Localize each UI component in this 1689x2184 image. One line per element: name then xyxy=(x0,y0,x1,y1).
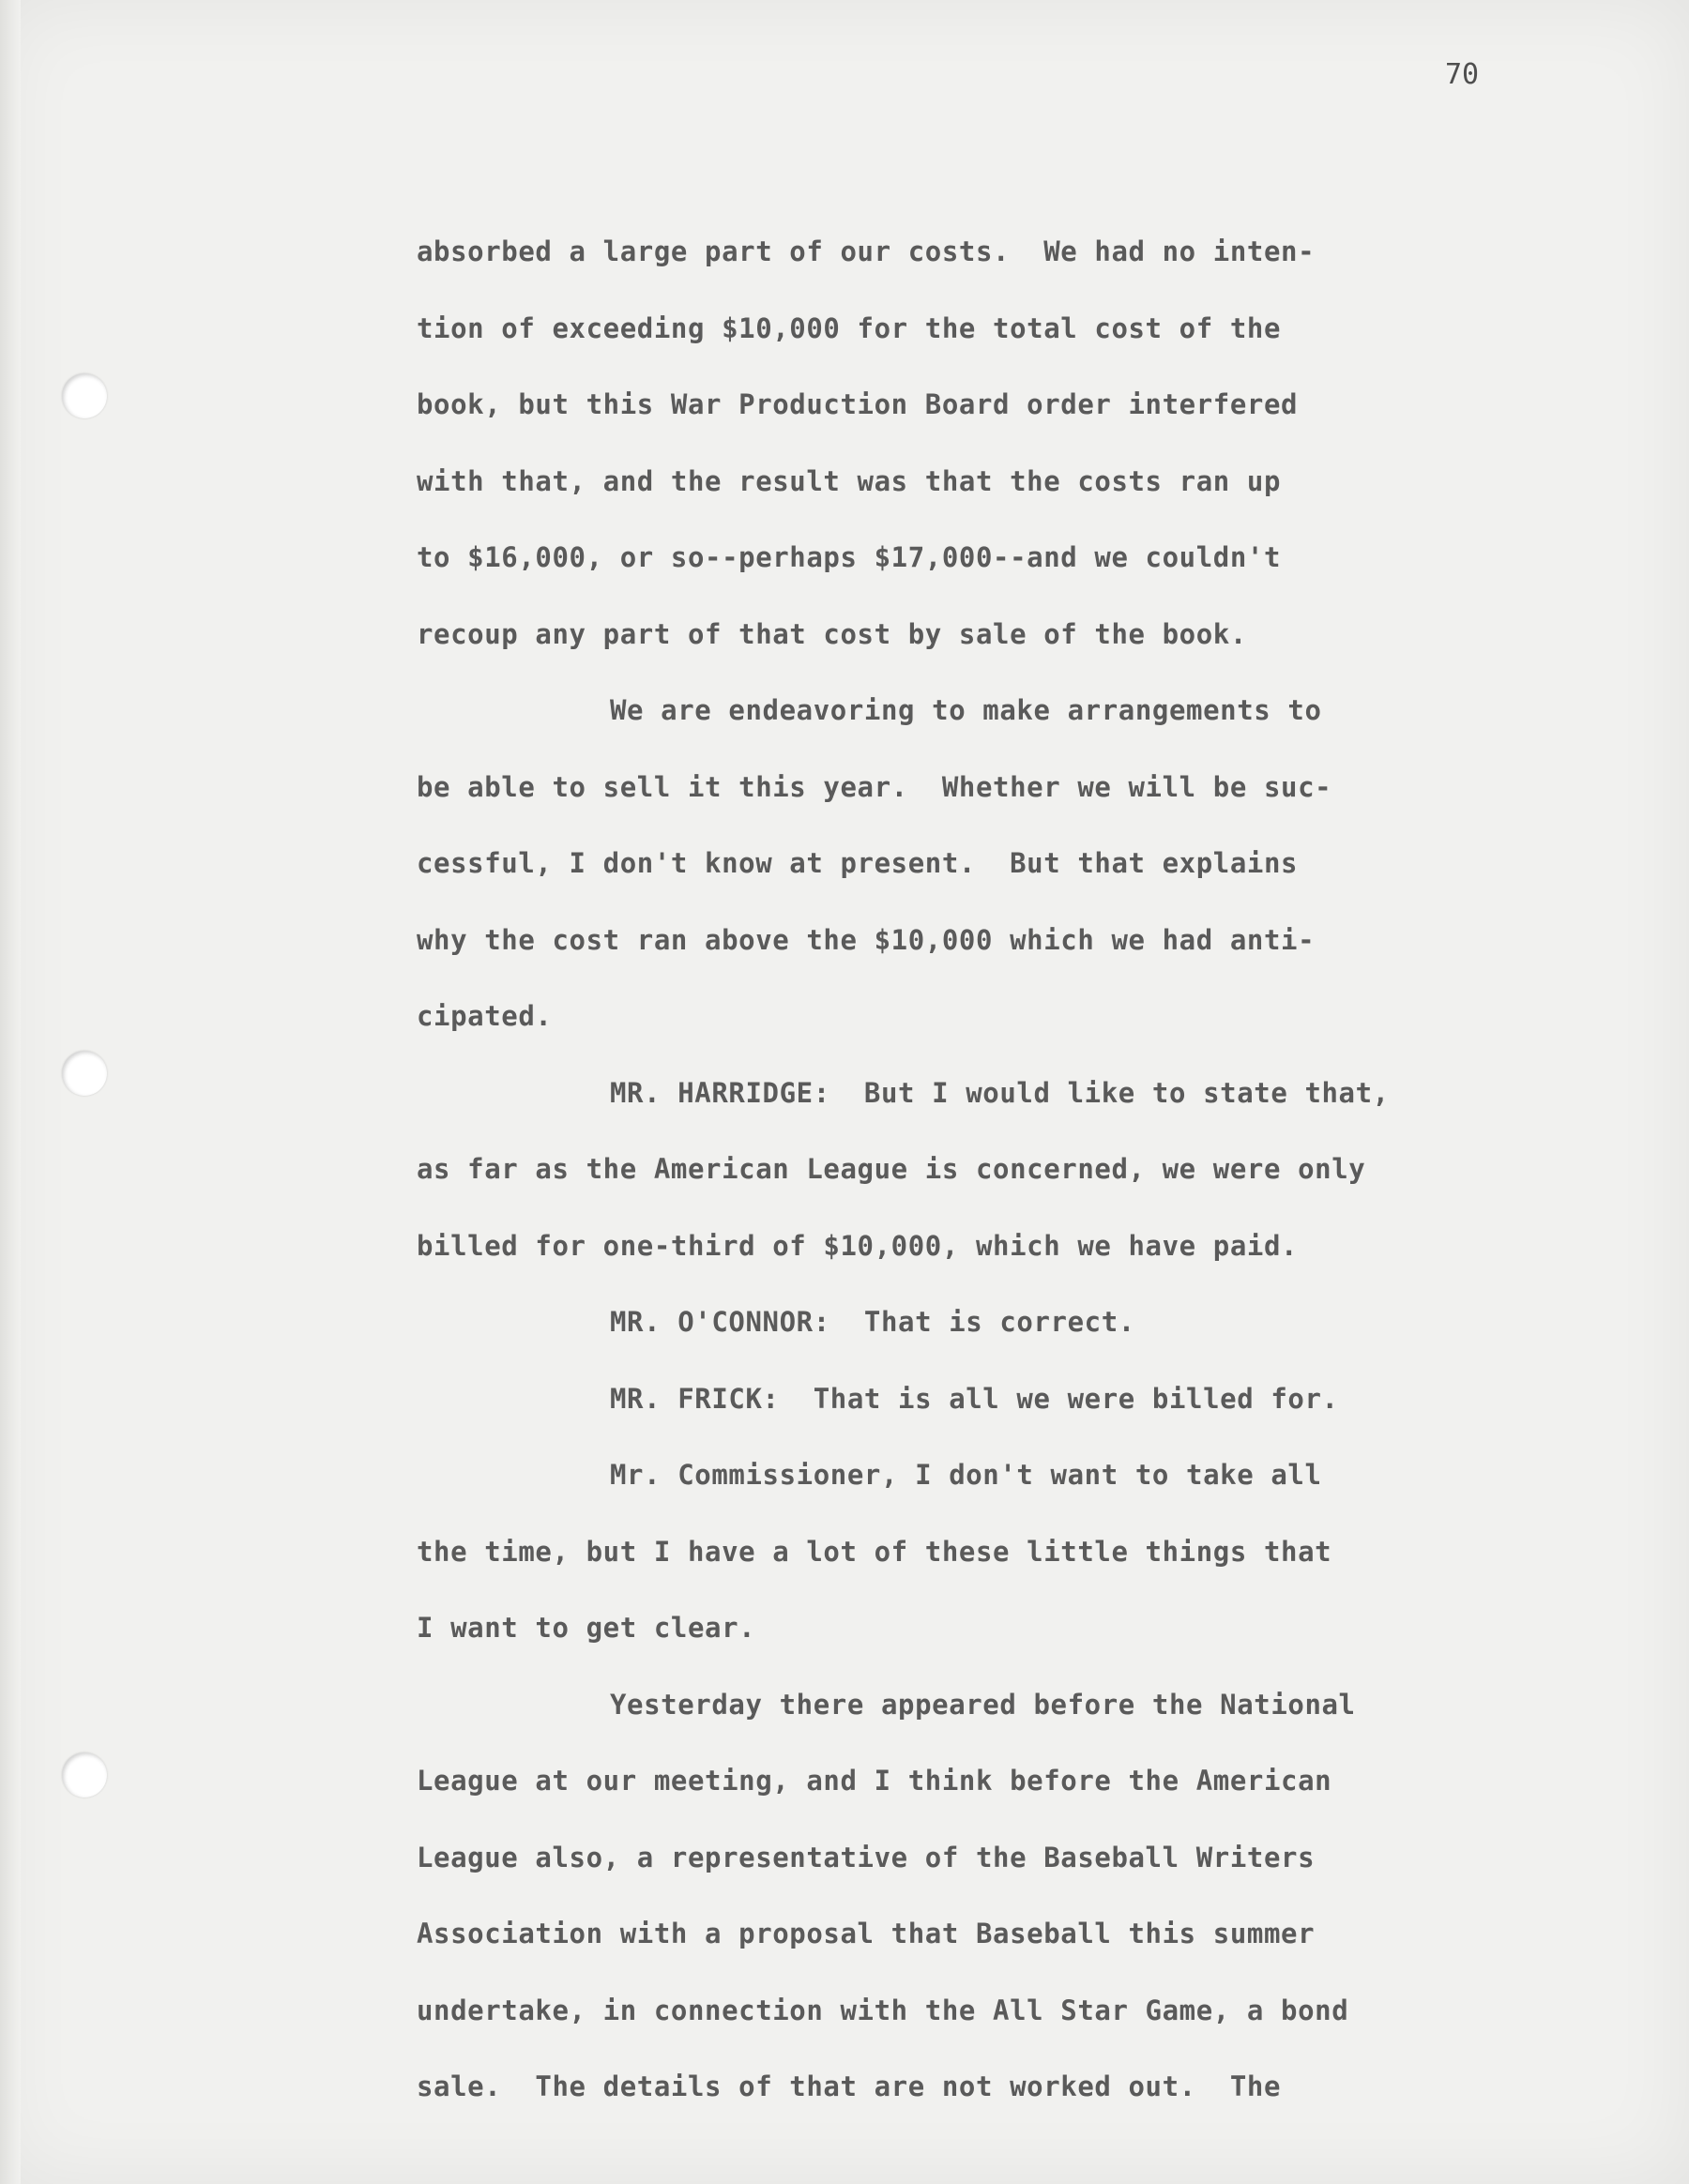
text-line: League at our meeting, and I think before the American xyxy=(417,1765,1332,1797)
text-line: why the cost ran above the $10,000 which we had anti- xyxy=(417,923,1316,956)
text-line: to $16,000, or so--perhaps $17,000--and we couldn't xyxy=(417,541,1282,573)
speaker-line-frick: MR. FRICK: That is all we were billed for. xyxy=(610,1382,1339,1415)
punch-hole-bottom xyxy=(62,1752,107,1797)
text-line: absorbed a large part of our costs. We had no inten- xyxy=(417,235,1316,267)
text-line: book, but this War Production Board order interfered xyxy=(417,388,1299,420)
text-line: cessful, I don't know at present. But that explains xyxy=(417,847,1299,879)
paragraph-start-line: Mr. Commissioner, I don't want to take all xyxy=(610,1459,1322,1491)
text-line: Association with a proposal that Baseball this summer xyxy=(417,1918,1316,1949)
page-edge-shadow xyxy=(0,0,21,2184)
punch-hole-top xyxy=(62,373,107,418)
text-line: with that, and the result was that the costs ran up xyxy=(417,464,1282,497)
text-line: the time, but I have a lot of these little things that xyxy=(417,1535,1332,1568)
paragraph-start-line: Yesterday there appeared before the National xyxy=(610,1688,1356,1721)
text-line: sale. The details of that are not worked out. The xyxy=(417,2070,1282,2102)
text-line: recoup any part of that cost by sale of the book. xyxy=(417,617,1247,650)
text-line: League also, a representative of the Baseball Writers xyxy=(417,1841,1316,1873)
text-line: as far as the American League is concerned, we were only xyxy=(417,1153,1366,1185)
text-line: undertake, in connection with the All Star Game, a bond xyxy=(417,1994,1349,2026)
speaker-line-harridge: MR. HARRIDGE: But I would like to state that, xyxy=(610,1076,1390,1109)
punch-hole-middle xyxy=(62,1051,107,1096)
text-line: cipated. xyxy=(417,1000,553,1032)
text-line: billed for one-third of $10,000, which we have paid. xyxy=(417,1229,1299,1262)
text-line: be able to sell it this year. Whether we will be suc- xyxy=(417,770,1332,803)
page-number: 70 xyxy=(1445,58,1480,91)
speaker-line-oconnor: MR. O'CONNOR: That is correct. xyxy=(610,1306,1135,1338)
transcript-body xyxy=(417,214,1590,2126)
text-line: I want to get clear. xyxy=(417,1612,756,1644)
text-line: tion of exceeding $10,000 for the total cost of the xyxy=(417,311,1282,344)
paragraph-start-line: We are endeavoring to make arrangements to xyxy=(610,694,1322,726)
